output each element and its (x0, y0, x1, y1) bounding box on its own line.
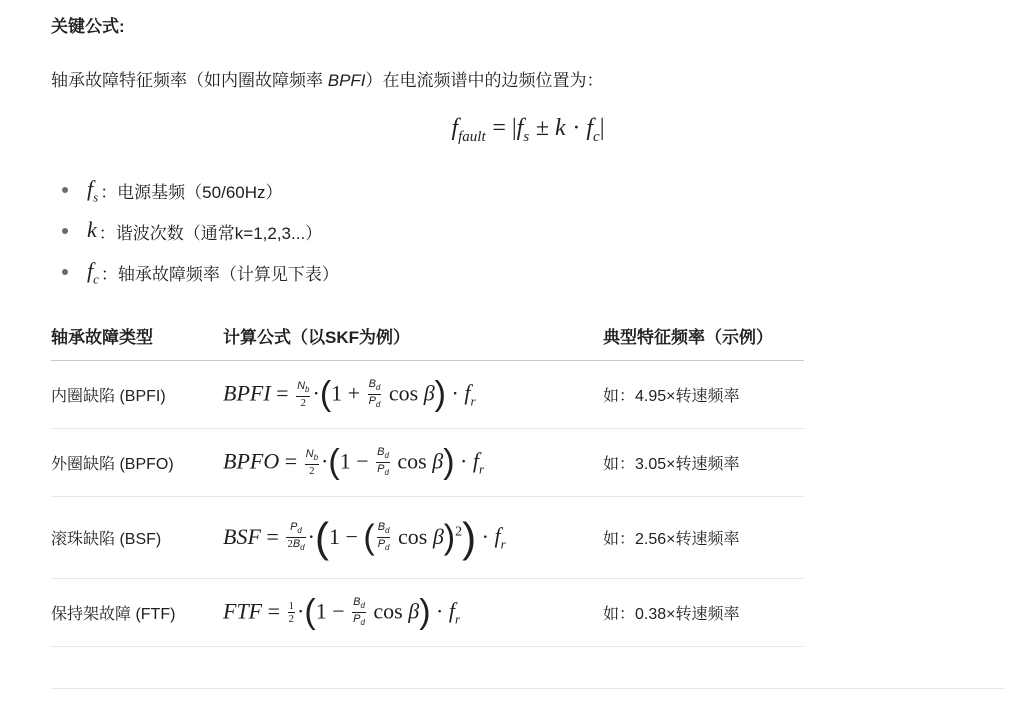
header-fault-type: 轴承故障类型 (51, 310, 223, 361)
variable-description: ：谐波次数（通常k=1,2,3...） (98, 224, 323, 243)
table-row (51, 497, 804, 579)
bullet-dot (62, 228, 68, 234)
fault-type-cell: 滚珠缺陷 (BSF) (51, 497, 223, 579)
display-formula: $f_{fault} = |f_s \pm k \cdot f_c|$ (451, 115, 605, 145)
intro-text-before: 轴承故障特征频率（如内圈故障频率 (51, 71, 328, 90)
variable-list (51, 170, 339, 293)
bullet-dot (62, 269, 68, 275)
table-row (51, 579, 804, 647)
formula-cell: BPFO = $\frac{N_b}{2}$ ·(1 − $\frac{B_d}{P_d}$ $\cos \beta) \cdot f_r$ (223, 429, 603, 497)
table-row (51, 429, 804, 497)
variable-description: ：轴承故障频率（计算见下表） (100, 265, 339, 284)
variable-symbol: $f_c$ (87, 257, 99, 287)
table-header-row (51, 310, 804, 361)
list-item (51, 252, 339, 293)
typical-frequency-cell: 如：2.56×转速频率 (603, 497, 804, 579)
variable-symbol: k (87, 216, 97, 242)
variable-symbol: $f_s$ (87, 175, 99, 205)
bearing-fault-table (51, 310, 804, 647)
formula-cell: BPFI = $\frac{N_b}{2}$ ·(1 + $\frac{B_d}{P_d}$ $\cos \beta) \cdot f_r$ (223, 361, 603, 429)
typical-frequency-cell: 如：4.95×转速频率 (603, 361, 804, 429)
formula-cell: BSF = $\frac{P_d}{2B_d}$ ·(1 − ( $\frac{B_d}{P_d}$ $\cos \beta)^2) \cdot f_r$ (223, 497, 603, 579)
intro-text-italic: BPFI (327, 71, 366, 90)
header-formula: 计算公式（以SKF为例） (223, 310, 603, 361)
fault-type-cell: 保持架故障 (FTF) (51, 579, 223, 647)
table-row (51, 361, 804, 429)
list-item (51, 170, 339, 211)
fault-type-cell: 内圈缺陷 (BPFI) (51, 361, 223, 429)
section-divider (51, 688, 1005, 689)
typical-frequency-cell: 如：3.05×转速频率 (603, 429, 804, 497)
fault-type-cell: 外圈缺陷 (BPFO) (51, 429, 223, 497)
formula-cell: FTF = $\frac{1}{2}$ ·(1 − $\frac{B_d}{P_d}$ $\cos \beta) \cdot f_r$ (223, 579, 603, 647)
variable-description: ：电源基频（50/60Hz） (100, 183, 283, 202)
list-item (51, 211, 339, 252)
typical-frequency-cell: 如：0.38×转速频率 (603, 579, 804, 647)
intro-text-after: ）在电流频谱中的边频位置为： (365, 71, 604, 90)
bullet-dot (62, 187, 68, 193)
header-typical-frequency: 典型特征频率（示例） (603, 310, 804, 361)
section-title: 关键公式: (51, 17, 125, 36)
intro-paragraph (51, 66, 604, 91)
